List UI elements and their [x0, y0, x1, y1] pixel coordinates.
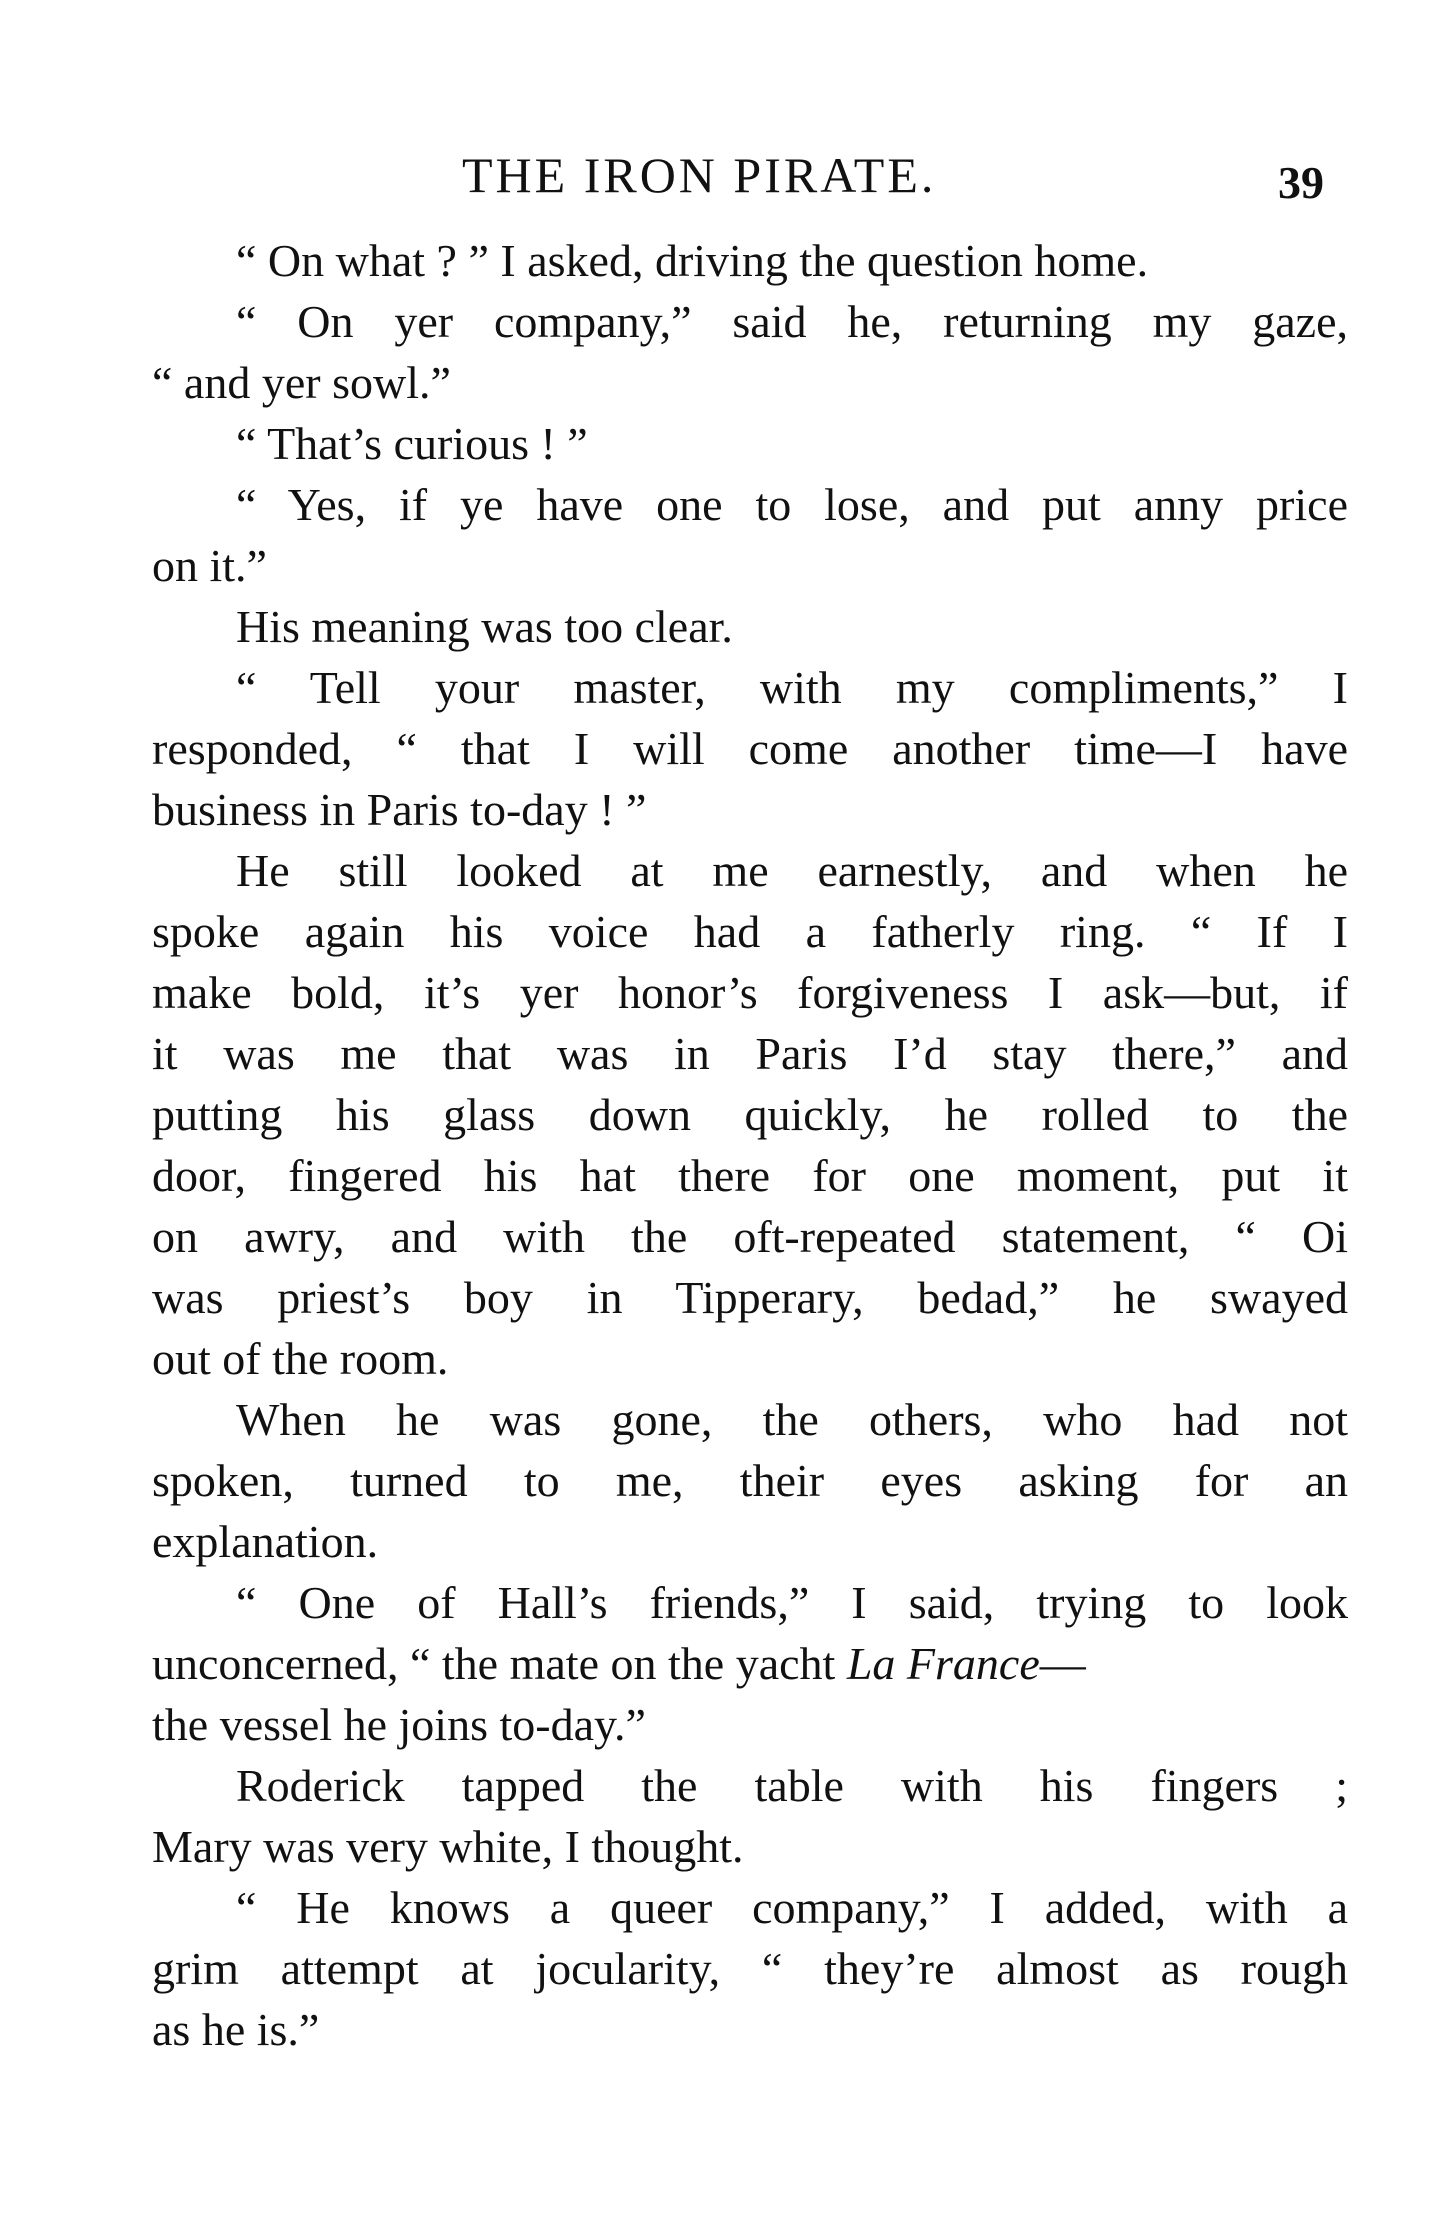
- text-line: “ One of Hall’s friends,” I said, trying to look: [236, 1577, 1348, 1628]
- text-line: spoken, turned to me, their eyes asking for an: [152, 1455, 1348, 1506]
- text-line: Roderick tapped the table with his fingers ;: [236, 1760, 1348, 1811]
- text-line: “ On yer company,” said he, returning my gaze,: [236, 296, 1348, 347]
- text-line: “ On what ? ” I asked, driving the question home.: [236, 235, 1149, 286]
- body-text: [152, 230, 1348, 2060]
- page-header: [0, 140, 1452, 210]
- text-line: putting his glass down quickly, he rolled to the: [152, 1089, 1348, 1140]
- text-line: “ That’s curious ! ”: [236, 418, 588, 469]
- text-run: unconcerned, “ the mate on the yacht: [152, 1638, 847, 1689]
- text-line: explanation.: [152, 1516, 379, 1567]
- ship-name: La France: [846, 1638, 1040, 1689]
- text-line: [152, 1633, 1348, 1694]
- text-line: was priest’s boy in Tipperary, bedad,” he swayed: [152, 1272, 1348, 1323]
- text-line: it was me that was in Paris I’d stay there,” and: [152, 1028, 1348, 1079]
- text-line: business in Paris to-day ! ”: [152, 784, 647, 835]
- text-line: “ Yes, if ye have one to lose, and put anny price: [236, 479, 1348, 530]
- text-line: responded, “ that I will come another time—I have: [152, 723, 1348, 774]
- text-line: grim attempt at jocularity, “ they’re almost as rough: [152, 1943, 1348, 1994]
- text-line: spoke again his voice had a fatherly ring. “ If I: [152, 906, 1348, 957]
- text-line: “ He knows a queer company,” I added, with a: [236, 1882, 1348, 1933]
- text-line: “ and yer sowl.”: [152, 357, 451, 408]
- text-line: make bold, it’s yer honor’s forgiveness I ask—but, if: [152, 967, 1348, 1018]
- text-line: door, fingered his hat there for one moment, put it: [152, 1150, 1348, 1201]
- text-line: When he was gone, the others, who had not: [236, 1394, 1348, 1445]
- text-line: out of the room.: [152, 1333, 449, 1384]
- page-number: 39: [1278, 157, 1324, 208]
- text-line: on awry, and with the oft-repeated statement, “ Oi: [152, 1211, 1348, 1262]
- running-title: THE IRON PIRATE.: [462, 147, 937, 203]
- text-line: “ Tell your master, with my compliments,” I: [236, 662, 1348, 713]
- text-line: on it.”: [152, 540, 267, 591]
- text-line: the vessel he joins to-day.”: [152, 1699, 646, 1750]
- text-line: as he is.”: [152, 2004, 320, 2055]
- text-line: His meaning was too clear.: [236, 601, 733, 652]
- text-run: —: [1039, 1638, 1086, 1689]
- text-line: He still looked at me earnestly, and when he: [236, 845, 1348, 896]
- text-line: Mary was very white, I thought.: [152, 1821, 744, 1872]
